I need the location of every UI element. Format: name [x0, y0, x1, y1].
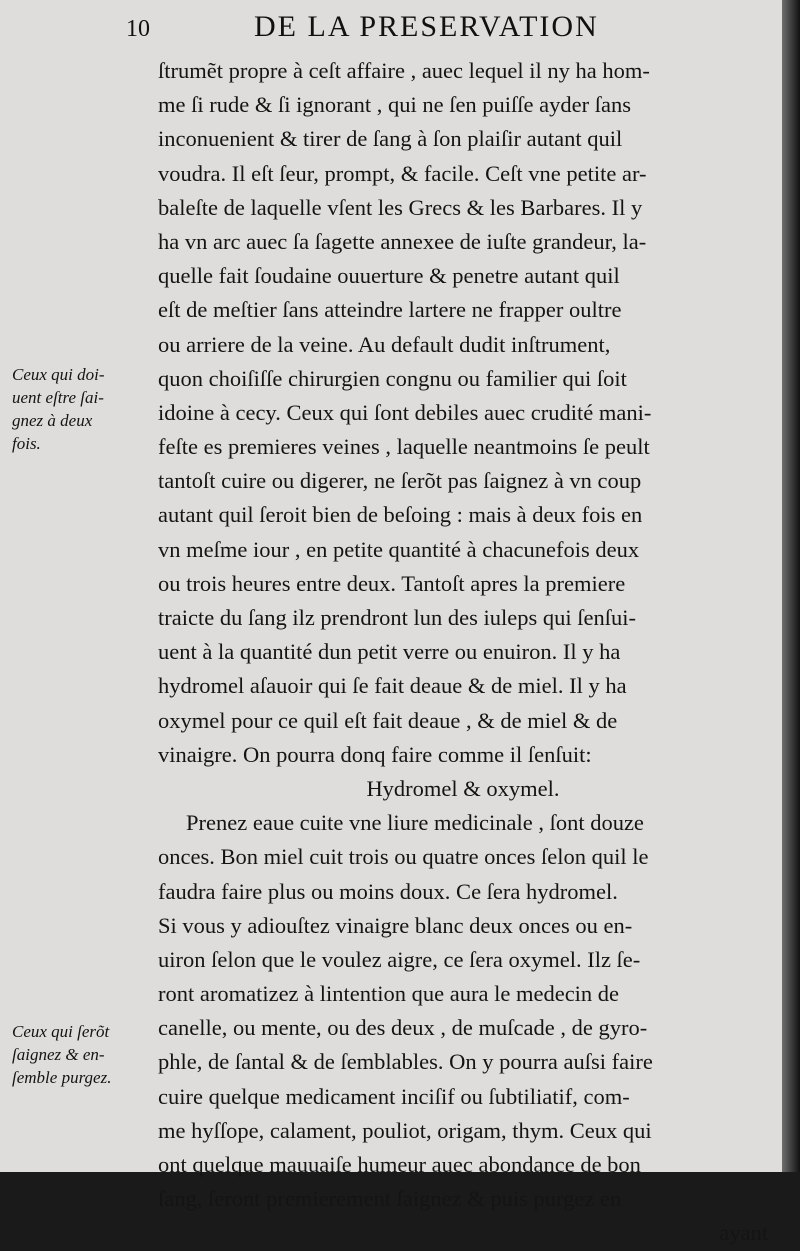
text-line: ſtrumẽt propre à ceſt affaire , auec lequel il ny ha hom- — [158, 58, 650, 83]
text-line: inconuenient & tirer de ſang à ſon plaiſir autant quil — [158, 126, 623, 152]
text-line: ront aromatizez à lintention que aura le medecin de — [158, 981, 620, 1007]
text-line: ont quelque mauuaiſe humeur auec abondance de bon — [158, 1152, 641, 1177]
margin-note-line: Ceux qui doi- — [12, 365, 105, 384]
margin-note-line: fois. — [12, 434, 41, 453]
margin-note-line: ſaignez & en- — [12, 1045, 105, 1064]
text-line: me hyſſope, calament, pouliot, origam, thym. Ceux qui — [158, 1117, 652, 1143]
text-line: ou arriere de la veine. Au default dudit inſtrument, — [158, 331, 611, 357]
running-head — [126, 6, 776, 46]
text-line: Prenez eaue cuite vne liure medicinale , ſont douze — [186, 810, 644, 836]
text-line: traicte du ſang ilz prendront lun des iuleps qui ſenſui- — [158, 605, 637, 630]
text-line: onces. Bon miel cuit trois ou quatre onces ſelon quil le — [158, 844, 649, 870]
text-line: canelle, ou mente, ou des deux , de muſcade , de gyro- — [158, 1015, 648, 1041]
text-line: autant quil ſeroit bien de beſoing : mais à deux fois en — [158, 502, 643, 528]
text-line: quon choiſiſſe chirurgien congnu ou familier qui ſoit — [158, 365, 627, 391]
text-line: ou trois heures entre deux. Tantoſt apres la premiere — [158, 570, 626, 596]
text-line: oxymel pour ce quil eſt fait deaue , & de miel & de — [158, 707, 618, 733]
text-line: eſt de meſtier ſans atteindre lartere ne frapper oultre — [158, 297, 622, 323]
running-title: DE LA PRESERVATION — [254, 10, 599, 43]
text-line: idoine à cecy. Ceux qui ſont debiles auec crudité mani- — [158, 399, 652, 425]
text-line: uent à la quantité dun petit verre ou enuiron. Il y ha — [158, 639, 621, 665]
body-text — [158, 54, 768, 1251]
text-line: voudra. Il eſt ſeur, prompt, & facile. Ceſt vne petite ar- — [158, 160, 647, 186]
page-number: 10 — [126, 16, 150, 42]
margin-note — [12, 363, 152, 455]
text-line: ha vn arc auec ſa ſagette annexee de iuſte grandeur, la- — [158, 228, 647, 254]
text-line: baleſte de laquelle vſent les Grecs & les Barbares. Il y — [158, 194, 643, 220]
margin-note-line: Ceux qui ſerõt — [12, 1022, 110, 1041]
text-line: tantoſt cuire ou digerer, ne ſerõt pas ſaignez à vn coup — [158, 468, 642, 494]
margin-note-line: gnez à deux — [12, 411, 93, 430]
text-line: me ſi rude & ſi ignorant , qui ne ſen puiſſe ayder ſans — [158, 92, 632, 118]
text-line: cuire quelque medicament inciſif ou ſubtiliatif, com- — [158, 1083, 630, 1109]
text-line: hydromel aſauoir qui ſe fait deaue & de miel. Il y ha — [158, 673, 627, 699]
book-edge-shadow — [782, 0, 800, 1172]
text-line: feſte es premieres veines , laquelle neantmoins ſe peult — [158, 434, 650, 460]
text-line: quelle fait ſoudaine ouuerture & penetre autant quil — [158, 263, 620, 289]
margin-note-line: uent eſtre ſai- — [12, 388, 104, 407]
text-line: uiron ſelon que le voulez aigre, ce ſera oxymel. Ilz ſe- — [158, 946, 641, 972]
text-line: vinaigre. On pourra donq faire comme il ſenſuit: — [158, 741, 592, 767]
text-line: vn meſme iour , en petite quantité à chacunefois deux — [158, 536, 640, 562]
text-line: Si vous y adiouſtez vinaigre blanc deux onces ou en- — [158, 912, 633, 938]
section-subheading: Hydromel & oxymel. — [366, 775, 560, 801]
text-line: phle, de ſantal & de ſemblables. On y pourra auſsi faire — [158, 1049, 653, 1075]
text-line: ſang, ſeront premierement ſaignez & puis purgez en — [158, 1186, 622, 1212]
margin-note — [12, 1020, 152, 1089]
catchword: ayant — [719, 1220, 768, 1246]
text-line: faudra faire plus ou moins doux. Ce ſera hydromel. — [158, 878, 618, 904]
margin-note-line: ſemble purgez. — [12, 1068, 112, 1087]
